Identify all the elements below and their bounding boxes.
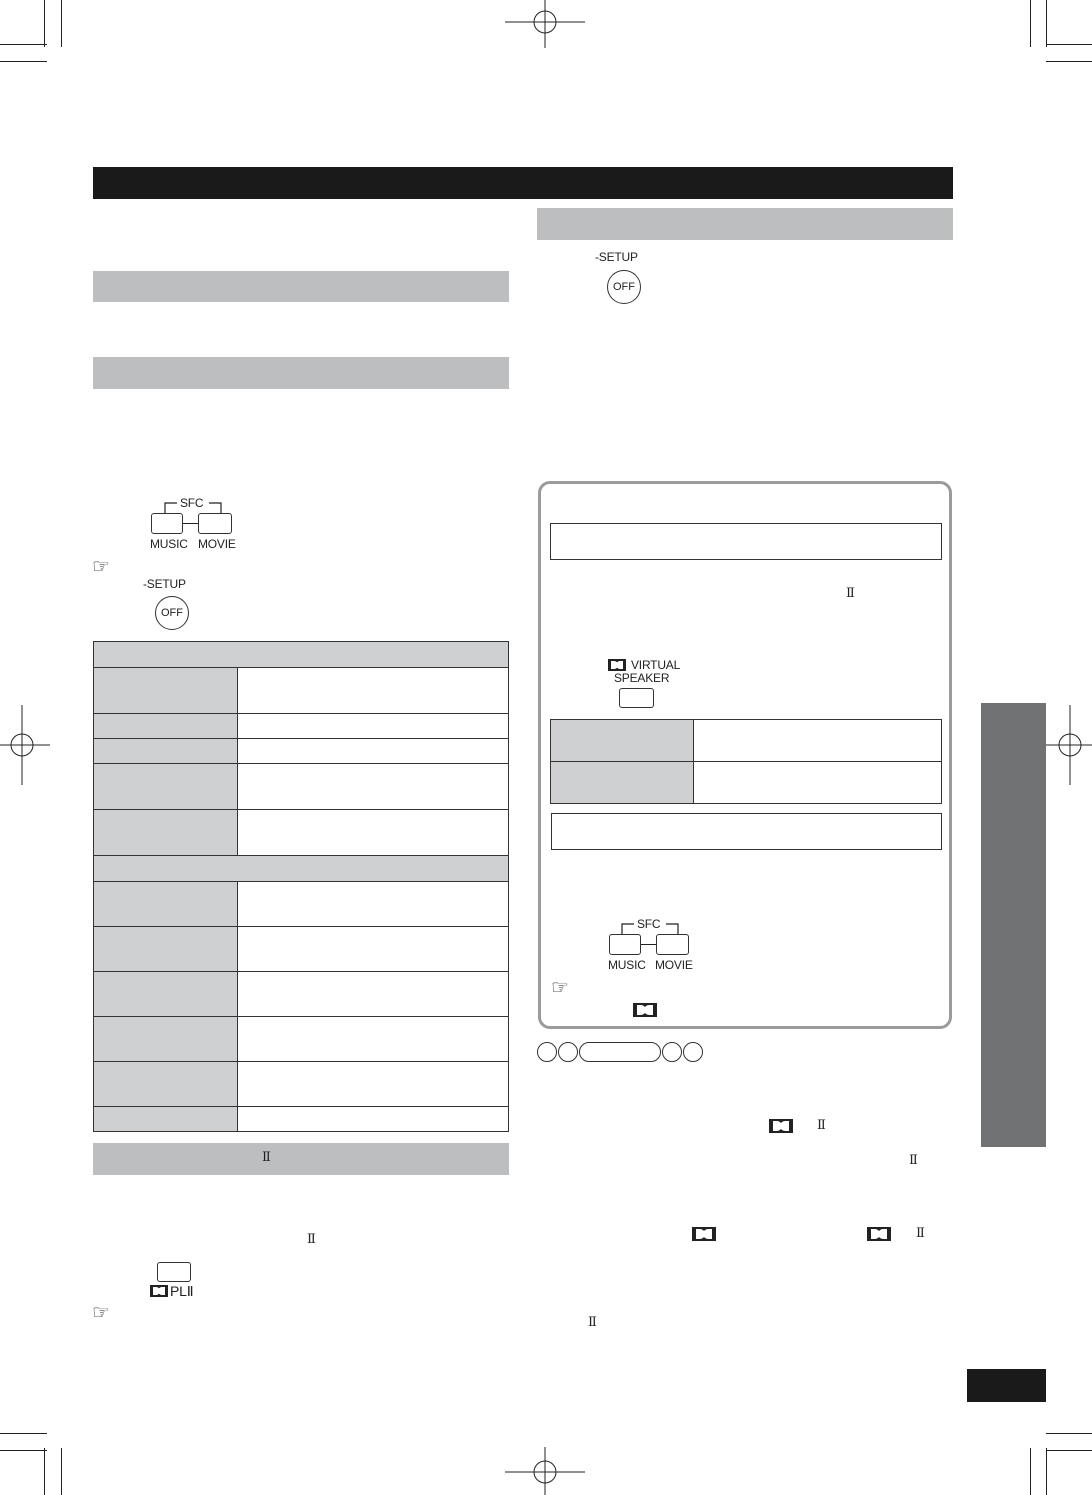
table-row	[94, 927, 509, 972]
off-button[interactable]	[155, 596, 189, 630]
crop-mark	[0, 1450, 47, 1451]
table-row	[551, 762, 942, 804]
subsection-bar	[93, 357, 509, 389]
off-label: OFF	[613, 281, 635, 293]
disc-type-icon	[558, 1042, 578, 1062]
crop-mark	[61, 0, 62, 47]
button-connector	[183, 523, 198, 524]
crop-mark	[44, 1448, 45, 1495]
table-row	[94, 1107, 509, 1132]
roman-two-glyph: Ⅱ	[909, 1153, 918, 1168]
registration-mark	[0, 705, 50, 785]
table-row	[94, 764, 509, 810]
table-row	[94, 1017, 509, 1062]
disc-type-icon	[579, 1042, 661, 1062]
table-row	[94, 714, 509, 739]
roman-two-glyph: Ⅱ	[307, 1232, 316, 1247]
music-button[interactable]	[151, 513, 183, 534]
crop-mark	[0, 61, 47, 62]
table-row	[551, 720, 942, 762]
panel-heading-box	[551, 813, 942, 850]
sfc-label: SFC	[637, 917, 661, 931]
button-connector	[641, 944, 656, 945]
pl2-button[interactable]	[157, 1262, 191, 1282]
section-title-bar	[93, 167, 953, 199]
roman-two-glyph: Ⅱ	[846, 586, 855, 601]
subsection-bar-pl2	[93, 1143, 509, 1175]
roman-two-glyph: Ⅱ	[588, 1315, 597, 1330]
disc-type-icon	[537, 1042, 557, 1062]
panel-heading-box	[550, 523, 942, 560]
table-header-row	[94, 642, 509, 668]
roman-two-glyph: Ⅱ	[817, 1118, 826, 1133]
table-row	[94, 1062, 509, 1107]
virtual-speaker-table	[550, 719, 942, 804]
off-button[interactable]	[607, 270, 641, 304]
crop-mark	[1030, 1448, 1031, 1495]
table-row	[94, 972, 509, 1017]
speaker-label: SPEAKER	[614, 671, 670, 685]
registration-mark	[505, 0, 585, 50]
virtual-speaker-button[interactable]	[619, 688, 654, 708]
setup-label: -SETUP	[143, 577, 186, 591]
dolby-logo-icon	[692, 1227, 716, 1241]
off-label: OFF	[161, 607, 183, 619]
setup-label: -SETUP	[595, 250, 638, 264]
dolby-logo-icon	[608, 659, 626, 671]
sfc-label: SFC	[180, 496, 204, 510]
crop-mark	[1046, 1450, 1092, 1451]
movie-label: MOVIE	[198, 537, 236, 551]
crop-mark	[1030, 0, 1031, 47]
side-tab	[981, 703, 1046, 1147]
music-label: MUSIC	[608, 958, 646, 972]
dolby-logo-icon	[867, 1227, 891, 1241]
crop-mark	[1046, 1433, 1092, 1434]
dolby-logo-icon	[769, 1119, 793, 1133]
pointing-hand-icon: ☞	[92, 1302, 110, 1324]
table-header-row	[94, 856, 509, 882]
roman-two-glyph: Ⅱ	[916, 1226, 925, 1241]
crop-mark	[0, 1433, 47, 1434]
sound-mode-table	[93, 641, 509, 1132]
subsection-bar	[93, 271, 509, 302]
dolby-logo-icon	[150, 1285, 168, 1297]
crop-mark	[1046, 0, 1047, 47]
movie-button[interactable]	[198, 513, 232, 534]
dolby-logo-icon	[633, 1003, 657, 1017]
roman-two-glyph: Ⅱ	[262, 1150, 271, 1165]
registration-mark	[1046, 705, 1092, 785]
page-number-box	[967, 1369, 1046, 1402]
music-label: MUSIC	[150, 537, 188, 551]
table-row	[94, 739, 509, 764]
music-button[interactable]	[609, 934, 641, 955]
movie-label: MOVIE	[655, 958, 693, 972]
disc-type-icon	[683, 1042, 703, 1062]
crop-mark	[1046, 1448, 1047, 1495]
crop-mark	[1046, 44, 1092, 45]
crop-mark	[61, 1448, 62, 1495]
pointing-hand-icon: ☞	[551, 977, 569, 999]
subsection-bar	[537, 208, 953, 240]
table-row	[94, 810, 509, 856]
table-row	[94, 668, 509, 714]
crop-mark	[1046, 61, 1092, 62]
table-header-cell	[94, 642, 509, 668]
disc-type-icon	[662, 1042, 682, 1062]
table-row	[94, 882, 509, 927]
pointing-hand-icon: ☞	[92, 556, 110, 578]
virtual-label: VIRTUAL	[631, 658, 681, 672]
movie-button[interactable]	[656, 934, 689, 955]
crop-mark	[0, 44, 47, 45]
crop-mark	[44, 0, 45, 47]
registration-mark	[505, 1445, 585, 1495]
table-header-cell	[94, 856, 509, 882]
pl2-label: PLⅡ	[170, 1283, 194, 1299]
